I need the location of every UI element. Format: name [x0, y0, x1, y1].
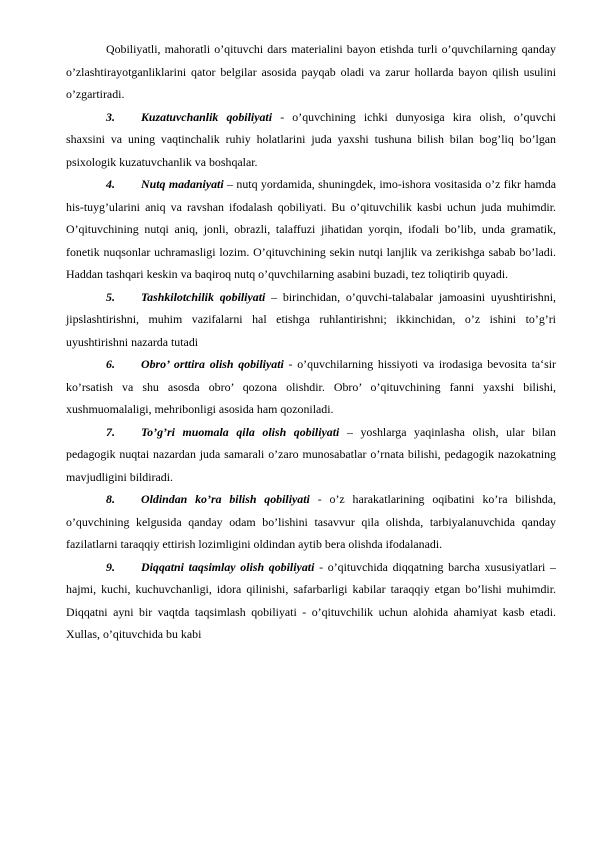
- item-text: - o’z harakatlarining oqibatini ko’ra bilishda, o’quvchining kelgusida qanday odam bo’lishini tasavvur qila olishda, tarbiyalanuvchida qanday fazilatlarni taraqqiy ettirish lozimligini oldindan aytib bera olishda ifodalanadi.: [66, 492, 556, 551]
- list-item: [66, 353, 556, 421]
- item-term: To’g’ri muomala qila olish qobiliyati: [141, 424, 340, 439]
- list-item: [66, 106, 556, 174]
- list-item: [66, 556, 556, 646]
- item-term: Obro’ orttira olish qobiliyati: [141, 357, 284, 371]
- item-text: - o’qituvchida diqqatning barcha xususiyatlari – hajmi, kuchi, kuchuvchanligi, idora qilinishi, safarbarligi kabilar taraqqiy etgan bo’lishi muhimdir. Diqqatni ayni bir vaqtda taqsimlash qobiliyati - o’qituvchilik uchun alohida ahamiyat kasb etadi. Xullas, o’qituvchida bu kabi: [66, 559, 556, 641]
- item-text: – yoshlarga yaqinlasha olish, ular bilan pedagogik nuqtai nazardan juda samarali o’zaro munosabatlar o’rnata bilishi, pedagogik nazokatning mavjudligini bildiradi.: [66, 424, 556, 484]
- item-term: Nutq madaniyati: [141, 177, 224, 191]
- item-text: - o’quvchilarning hissiyoti va irodasiga bevosita ta‘sir ko’rsatish va shu asosda obro’ qozona olishdir. Obro’ o’qituvchining fanni yaxshi bilishi, xushmuomalaligi, mehribonligi asosida ham qozoniladi.: [66, 357, 557, 416]
- list-item: [66, 421, 556, 489]
- item-number: 6.: [106, 357, 115, 371]
- intro-paragraph: Qobiliyatli, mahoratli o’qituvchi dars materialini bayon etishda turli o’quvchilarning qanday o’zlashtirayotganliklarini qator belgilar asosida payqab oladi va zarur hollarda bayon qilish usulini o’zgartiradi.: [66, 42, 556, 101]
- list-item: [66, 173, 556, 286]
- item-number: 9.: [106, 559, 115, 574]
- item-number: 7.: [106, 424, 115, 439]
- item-number: 3.: [106, 109, 115, 124]
- item-term: Tashkilotchilik qobiliyati: [141, 289, 266, 304]
- item-text: – nutq yordamida, shuningdek, imo-ishora vositasida o’z fikr hamda his-tuyg’ularini aniq va ravshan ifodalash qobiliyati. Bu o’qituvchilik kasbi uchun juda muhimdir. O’qituvchining nutqi aniq, jonli, obrazli, talaffuzi jihatidan yorqin, ifodali bo’lib, unda gramatik, fonetik nuqsonlar uchramasligi lozim. O’qituvchining sekin nutqi lanjlik va zerikishga sabab bo’ladi. Haddan tashqari keskin va baqiroq nutq o’quvchilarning asabini buzadi, tez toliqtirib quyadi.: [66, 177, 556, 281]
- item-number: 5.: [106, 289, 115, 304]
- item-number: 4.: [106, 177, 115, 191]
- item-text: - o’quvchining ichki dunyosiga kira olish, o’quvchi shaxsini va uning vaqtinchalik ruhiy holatlarini juda yaxshi tushuna bilish bilan bog’liq bo’lgan psixologik kuzatuvchanlik va boshqalar.: [66, 109, 556, 169]
- list-item: [66, 488, 556, 556]
- item-text: – birinchidan, o’quvchi-talabalar jamoasini uyushtirishni, jipslashtirishni, muhim vazifalarni hal etishga ruhlantirishni; ikkinchidan, o’z ishini to’g’ri uyushtirishni nazarda tutadi: [66, 289, 556, 349]
- item-term: Diqqatni taqsimlay olish qobiliyati: [141, 559, 315, 574]
- document-page: [66, 38, 556, 646]
- list-item: [66, 286, 556, 354]
- item-term: Kuzatuvchanlik qobiliyati: [141, 109, 273, 124]
- item-number: 8.: [106, 492, 115, 506]
- item-term: Oldindan ko’ra bilish qobiliyati: [141, 492, 310, 506]
